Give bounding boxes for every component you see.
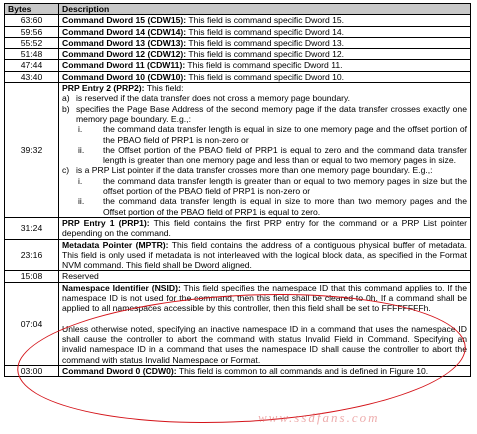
description-cell — [59, 282, 471, 365]
table-row — [5, 26, 471, 37]
table-row-prp1 — [5, 217, 471, 239]
field-title: Command Dword 15 (CDW15): — [62, 15, 187, 26]
table-row — [5, 15, 471, 26]
field-text-note: Unless otherwise noted, specifying an inactive namespace ID in a command that uses the namespace ID shall cause the controller to abort the command with status Invalid Field in Command. Specifying an invalid namespace ID in a command that uses the namespace ID shall cause the controller to abort the command with status Invalid Namespace or Format. — [62, 323, 467, 365]
field-title: PRP Entry 1 (PRP1): — [62, 217, 150, 228]
bytes-cell: 15:08 — [5, 271, 59, 282]
description-cell — [59, 239, 471, 271]
sub-list-item: ii. the command data transfer length is equal in size to more than two memory pages and the Offset portion of the PBAO field of PRP1 is equal to zero. — [78, 196, 467, 217]
bytes-cell: 07:04 — [5, 282, 59, 365]
field-title: Command Dword 10 (CDW10): — [62, 71, 187, 82]
command-format-table — [4, 3, 471, 377]
sub-list-item: ii. the Offset portion of the PBAO field of PRP1 is equal to zero and the command data transfer length is greater than one memory page and less than or equal to two memory pages in size. — [78, 144, 467, 166]
bytes-cell: 31:24 — [5, 217, 59, 239]
field-title: Command Dword 13 (CDW13): — [62, 37, 187, 48]
field-text: This field is command specific Dword 13. — [186, 37, 345, 48]
field-text: This field: — [144, 83, 184, 94]
table-row — [5, 37, 471, 48]
list-item: a) is reserved if the data transfer does not cross a memory page boundary. — [62, 93, 351, 104]
field-text: This field specifies the namespace ID that this command applies to. If the namespace ID is not used for the command, then this field shall be cleared to 0h. If a command shall be applied to all namespaces accessible by this controller, then this field shall be set to FFFFFFFFh. — [62, 282, 467, 314]
table-row — [5, 60, 471, 71]
table-header-row — [5, 4, 471, 15]
bytes-cell: 43:40 — [5, 71, 59, 82]
bytes-cell: 55:52 — [5, 37, 59, 48]
description-cell: Reserved — [59, 271, 471, 282]
bytes-cell: 59:56 — [5, 26, 59, 37]
table-row-cdw0 — [5, 365, 471, 376]
bytes-cell: 47:44 — [5, 60, 59, 71]
description-header: Description — [59, 4, 471, 15]
field-title: Command Dword 12 (CDW12): — [62, 49, 187, 60]
table-row-reserved — [5, 271, 471, 282]
table-row-prp2 — [5, 83, 471, 218]
description-cell — [59, 37, 471, 48]
description-cell — [59, 60, 471, 71]
list-item: b) specifies the Page Base Address of the second memory page if the data transfer crosses exactly one memory page boundary. E.g.,: — [62, 103, 467, 124]
description-cell — [59, 217, 471, 239]
field-text: This field is command specific Dword 15. — [186, 15, 345, 26]
field-text: This field is command specific Dword 12. — [186, 49, 345, 60]
description-cell — [59, 83, 471, 218]
field-title: PRP Entry 2 (PRP2): — [62, 83, 145, 94]
field-title: Metadata Pointer (MPTR): — [62, 239, 169, 250]
table-row-mptr — [5, 239, 471, 271]
watermark: www.ssdfans.com — [258, 410, 380, 425]
field-title: Command Dword 11 (CDW11): — [62, 60, 186, 71]
table-row-nsid — [5, 282, 471, 365]
description-cell — [59, 26, 471, 37]
bytes-cell: 63:60 — [5, 15, 59, 26]
description-cell — [59, 365, 471, 376]
bytes-cell: 51:48 — [5, 49, 59, 60]
field-title: Namespace Identifier (NSID): — [62, 282, 181, 293]
table-row — [5, 71, 471, 82]
sub-list-item: i. the command data transfer length is greater than or equal to two memory pages in size but the offset portion of the PBAO field of PRP1 is non-zero or — [78, 175, 467, 197]
bytes-cell: 39:32 — [5, 83, 59, 218]
bytes-cell: 03:00 — [5, 365, 59, 376]
field-text: This field contains the address of a contiguous physical buffer of metadata. This field is only used if metadata is not interleaved with the logical block data, as specified in the Format NVM command. This field shall be Dword aligned. — [62, 239, 467, 271]
bytes-header: Bytes — [5, 4, 59, 15]
field-title: Command Dword 14 (CDW14): — [62, 26, 187, 37]
bytes-cell: 23:16 — [5, 239, 59, 271]
list-item: c) is a PRP List pointer if the data transfer crosses more than one memory page boundary. E.g.,: — [62, 165, 433, 176]
field-title: Command Dword 0 (CDW0): — [62, 365, 177, 376]
field-text: This field is common to all commands and is defined in Figure 10. — [176, 365, 429, 376]
description-cell — [59, 49, 471, 60]
field-text: This field contains the first PRP entry for the command or a PRP List pointer depending on the command. — [62, 217, 467, 239]
field-text: This field is command specific Dword 10. — [186, 71, 345, 82]
description-cell — [59, 71, 471, 82]
table-row — [5, 49, 471, 60]
field-text: This field is command specific Dword 14. — [186, 26, 345, 37]
field-text: This field is command specific Dword 11. — [185, 60, 343, 71]
description-cell — [59, 15, 471, 26]
sub-list-item: i. the command data transfer length is equal in size to one memory page and the offset portion of the PBAO field of PRP1 is non-zero or — [78, 124, 467, 145]
